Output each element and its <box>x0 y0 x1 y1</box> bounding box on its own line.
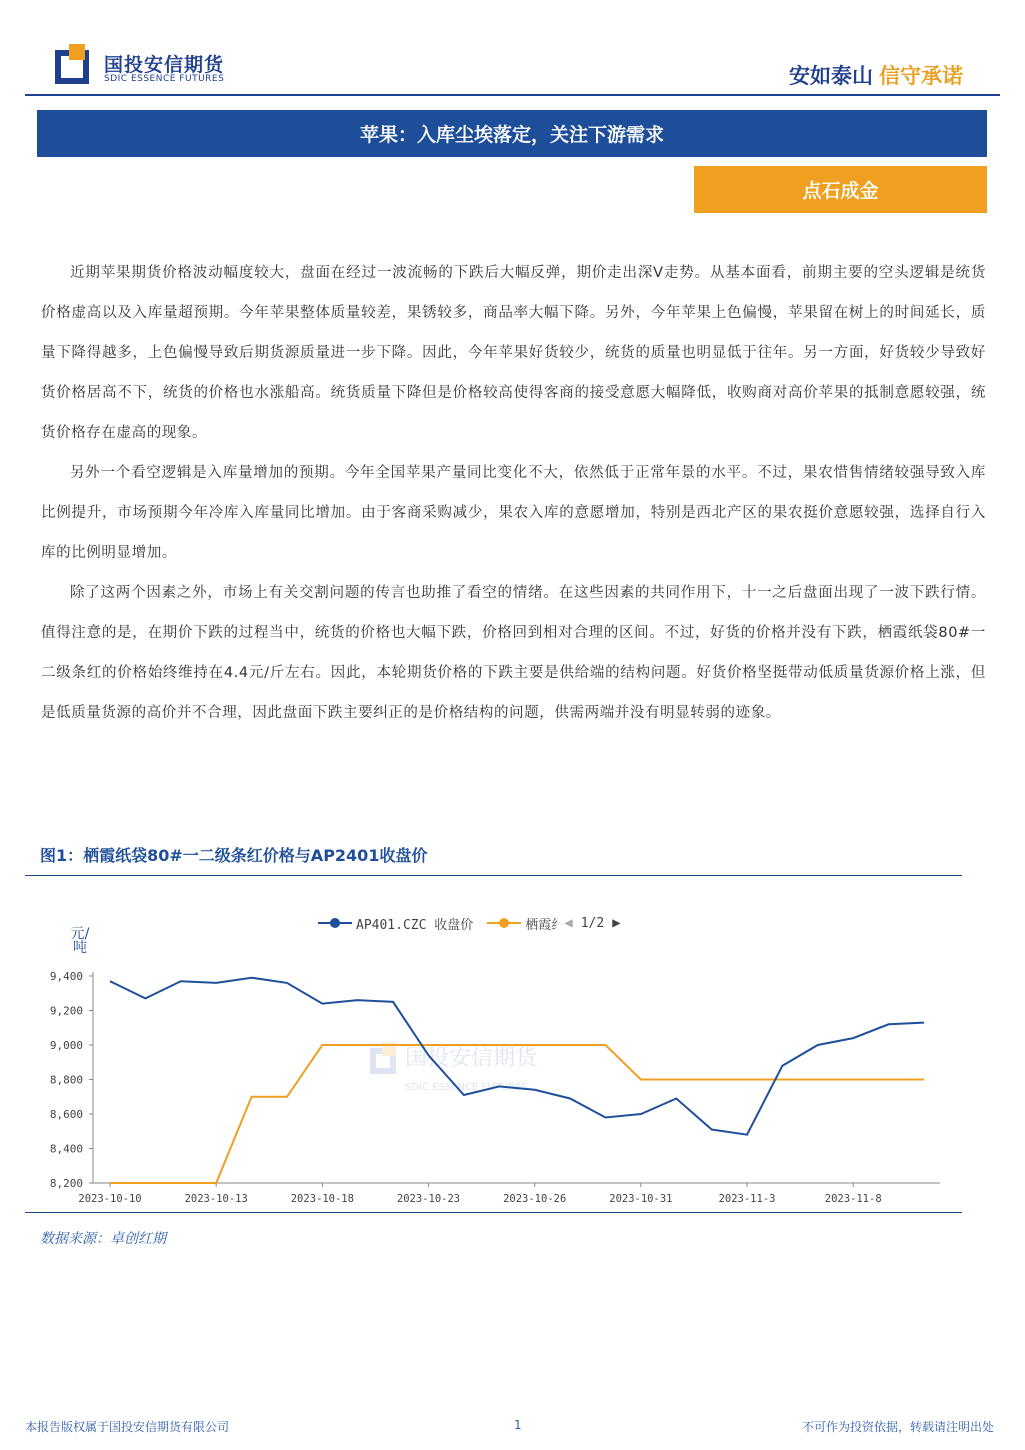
watermark-logo-accent <box>382 1042 396 1056</box>
x-tick-label: 2023-10-10 <box>78 1193 142 1205</box>
y-axis-unit: 元/吨 <box>70 926 90 956</box>
company-logo-icon <box>55 44 95 84</box>
x-tick-label: 2023-10-13 <box>184 1193 248 1205</box>
x-tick-label: 2023-10-18 <box>290 1193 354 1205</box>
x-tick-label: 2023-11-8 <box>824 1193 882 1205</box>
legend-next-icon[interactable]: ▶ <box>612 915 621 931</box>
y-tick-label: 9,000 <box>49 1039 83 1052</box>
footer-disclaimer: 不可作为投资依据，转载请注明出处 <box>801 1420 994 1434</box>
x-tick-label: 2023-10-26 <box>503 1193 567 1205</box>
y-tick-label: 8,800 <box>49 1073 83 1087</box>
data-source: 数据来源：卓创红期 <box>40 1231 166 1247</box>
watermark-text-en: SDIC ESSENCE FUTURES <box>405 1082 528 1093</box>
legend-page-indicator: 1/2 <box>580 915 605 931</box>
legend-swatch-qixia <box>487 912 521 934</box>
report-title: 苹果：入库尘埃落定，关注下游需求 <box>37 110 987 157</box>
company-name-cn: 国投安信期货 <box>104 54 225 76</box>
slogan <box>789 60 963 90</box>
series-line-ap401 <box>110 978 924 1135</box>
chart-legend <box>318 912 621 934</box>
article-body <box>41 253 986 733</box>
figure-title: 图1：栖霞纸袋80#一二级条红价格与AP2401收盘价 <box>40 846 428 865</box>
figure-top-rule <box>25 875 962 876</box>
slogan-part-2: 信守承诺 <box>879 64 963 88</box>
header-divider <box>25 94 1000 96</box>
x-tick-label: 2023-10-23 <box>396 1193 461 1205</box>
y-tick-label: 8,600 <box>49 1108 83 1121</box>
y-tick-label: 9,400 <box>49 970 83 983</box>
chart-series <box>110 978 924 1183</box>
paragraph-2: 另外一个看空逻辑是入库量增加的预期。今年全国苹果产量同比变化不大，依然低于正常年景的水平。不过，果农惜售情绪较强导致入库比例提升，市场预期今年冷库入库量同比增加。由于客商采购减少，果农入库的意愿增加，特别是西北产区的果农挺价意愿较强，选择自行入库的比例明显增加。 <box>41 465 986 561</box>
slogan-part-1: 安如泰山 <box>789 64 873 88</box>
y-tick-label: 8,200 <box>49 1177 83 1190</box>
legend-swatch-ap401 <box>318 912 352 934</box>
footer-page-number: 1 <box>514 1418 522 1432</box>
legend-label-qixia: 栖霞纟 <box>525 917 565 933</box>
company-name-en: SDIC ESSENCE FUTURES <box>104 74 225 84</box>
y-tick-label: 8,400 <box>49 1142 83 1156</box>
page-header <box>0 0 1025 100</box>
footer-copyright: 本报告版权属于国投安信期货有限公司 <box>25 1420 230 1434</box>
y-tick-label: 9,200 <box>49 1004 83 1018</box>
chart-watermark <box>370 1042 539 1093</box>
x-tick-label: 2023-10-31 <box>609 1193 673 1205</box>
series-line-qixia <box>110 1045 924 1183</box>
watermark-logo-icon <box>370 1048 396 1074</box>
report-tag: 点石成金 <box>694 166 987 213</box>
x-tick-label: 2023-11-3 <box>718 1193 776 1205</box>
legend-prev-icon[interactable]: ◀ <box>564 915 573 931</box>
chart-axes <box>50 970 940 1205</box>
paragraph-1: 近期苹果期货价格波动幅度较大，盘面在经过一波流畅的下跌后大幅反弹，期价走出深V走势。从基本面看，前期主要的空头逻辑是统货价格虚高以及入库量超预期。今年苹果整体质量较差，果锈较多，商品率大幅下降。另外，今年苹果上色偏慢，苹果留在树上的时间延长，质量下降得越多，上色偏慢导致后期货源质量进一步下降。因此，今年苹果好货较少，统货的质量也明显低于往年。另一方面，好货较少导致好货价格居高不下，统货的价格也水涨船高。统货质量下降但是价格较高使得客商的接受意愿大幅降低，收购商对高价苹果的抵制意愿较强，统货价格存在虚高的现象。 <box>41 265 986 441</box>
legend-label-ap401: AP401.CZC 收盘价 <box>356 917 474 933</box>
watermark-logo-inner <box>376 1054 390 1068</box>
paragraph-3: 除了这两个因素之外，市场上有关交割问题的传言也助推了看空的情绪。在这些因素的共同作用下，十一之后盘面出现了一波下跌行情。值得注意的是，在期价下跌的过程当中，统货的价格也大幅下跌，价格回到相对合理的区间。不过，好货的价格并没有下跌，栖霞纸袋80#一二级条红的价格始终维持在4.4元/斤左右。因此，本轮期货价格的下跌主要是供给端的结构问题。好货价格坚挺带动低质量货源价格上涨，但是低质量货源的高价并不合理，因此盘面下跌主要纠正的是价格结构的问题，供需两端并没有明显转弱的迹象。 <box>41 585 986 721</box>
watermark-text-cn: 国投安信期货 <box>405 1046 538 1071</box>
figure-bottom-rule <box>25 1212 962 1213</box>
